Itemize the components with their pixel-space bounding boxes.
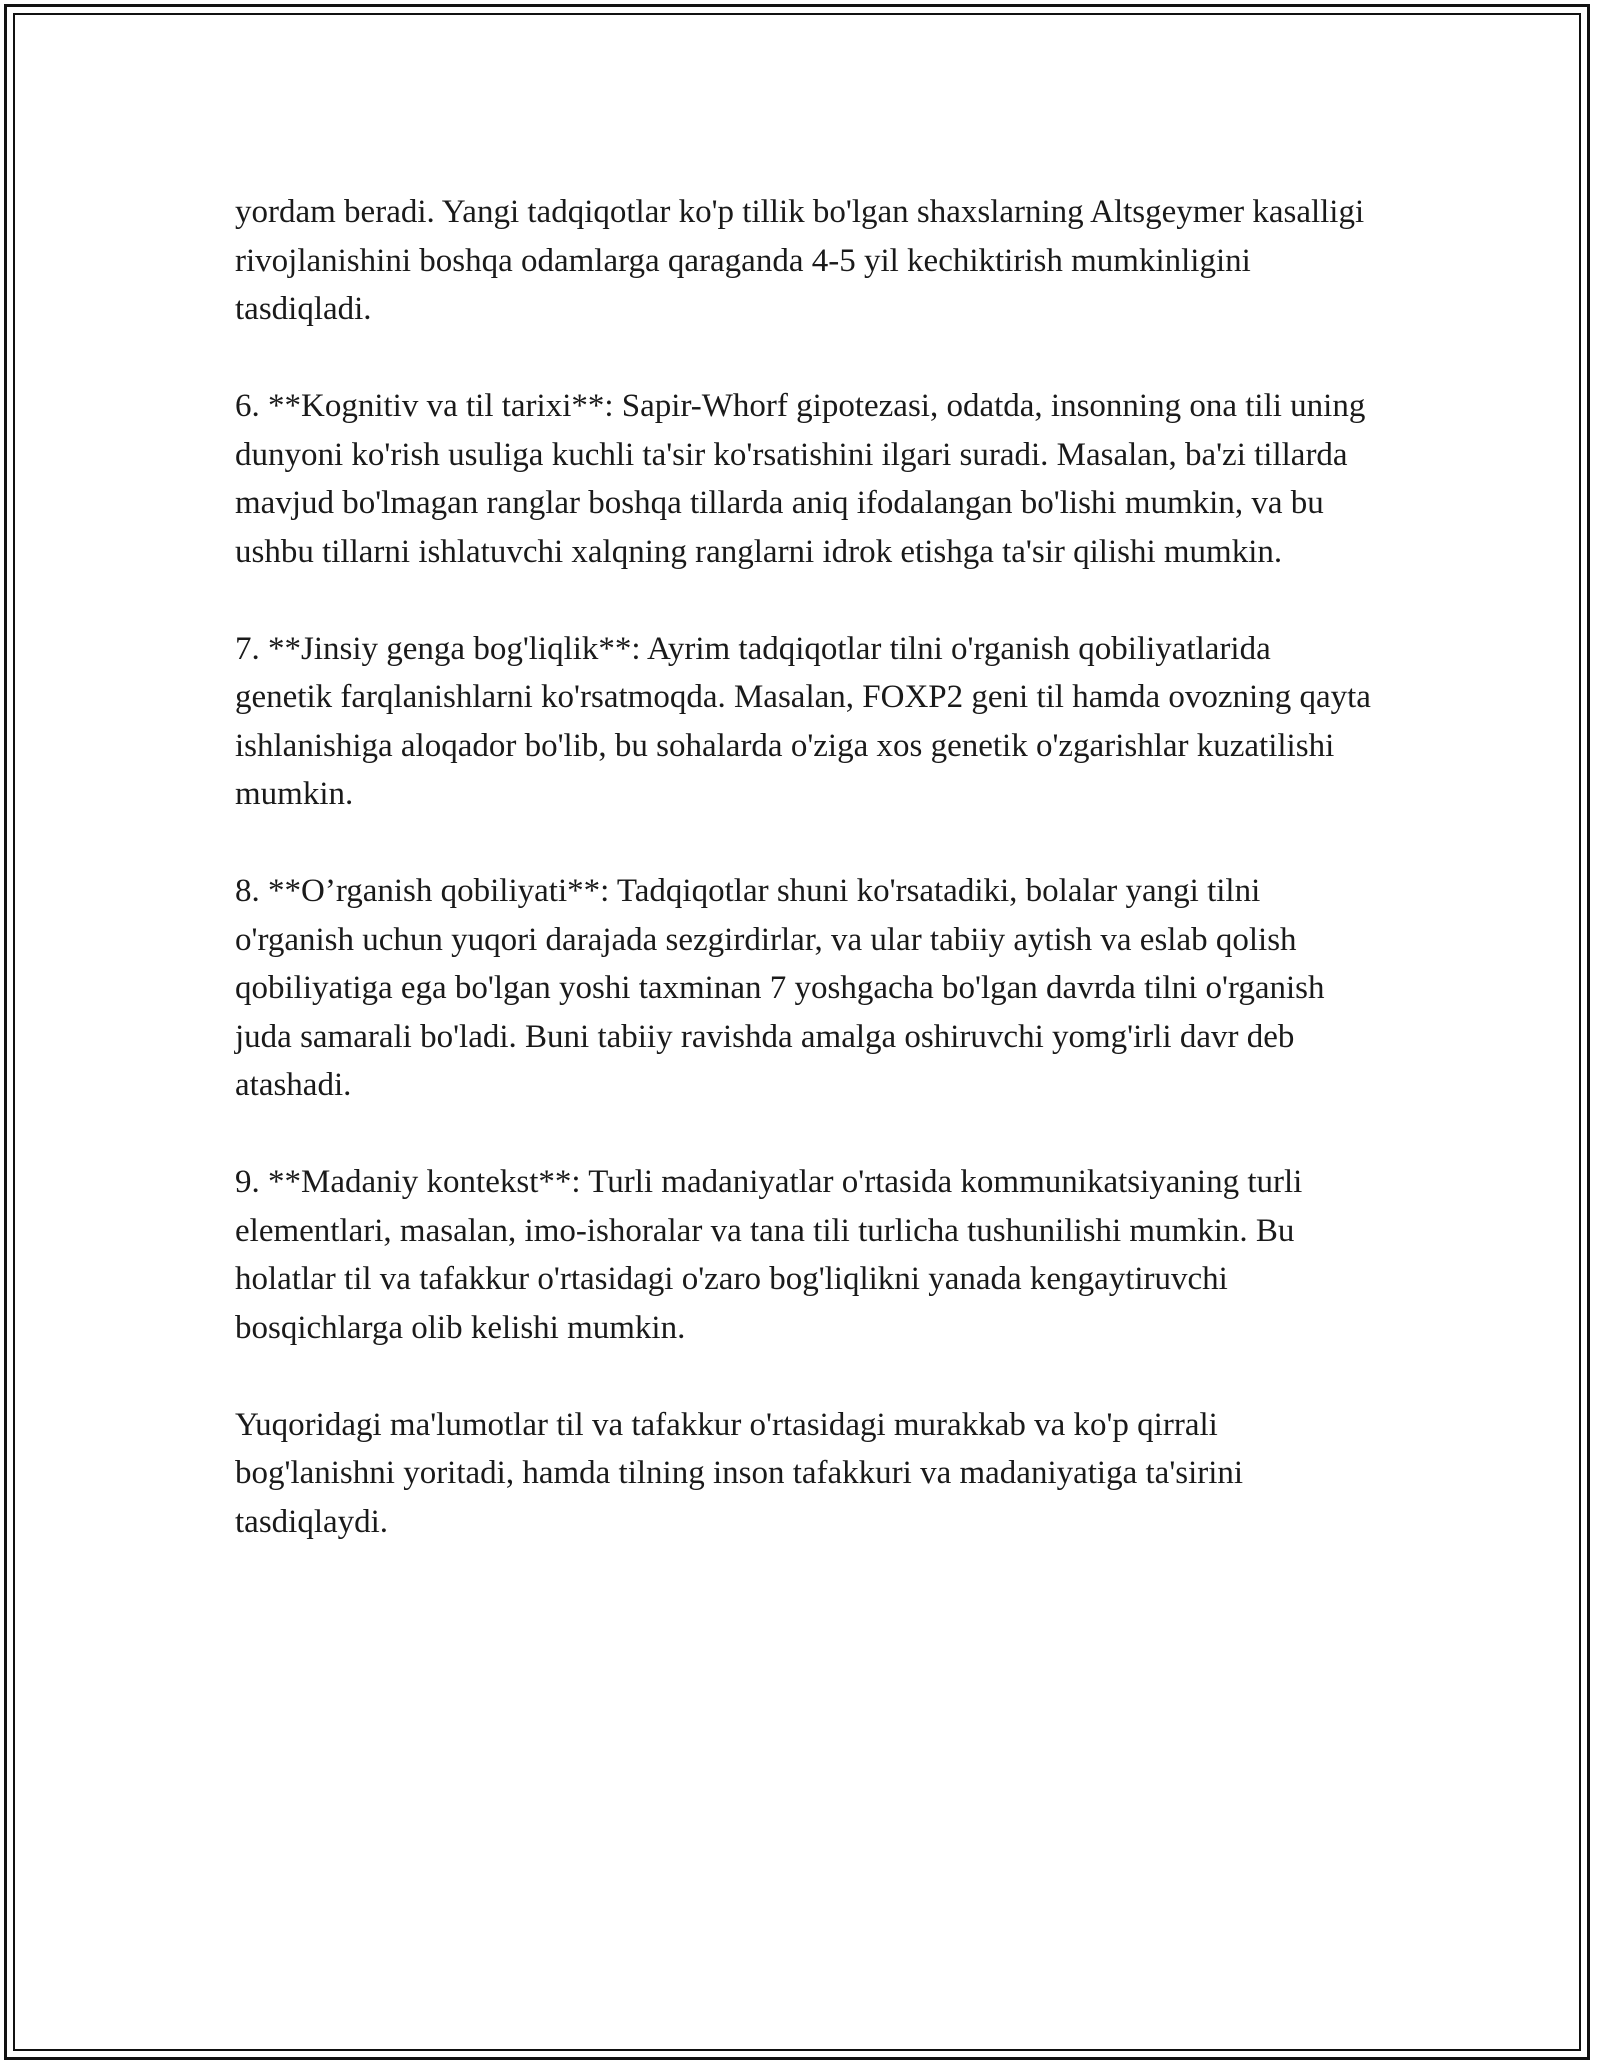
paragraph-alzheimer: yordam beradi. Yangi tadqiqotlar ko'p tillik bo'lgan shaxslarning Altsgeymer kasalligi rivojlanishini boshqa odamlarga qaraganda 4-5 yil kechiktirish mumkinligini tasdiqladi. (235, 194, 1365, 327)
paragraph-9-cultural-context: 9. **Madaniy kontekst**: Turli madaniyatlar o'rtasida kommunikatsiyaning turli elementlari, masalan, imo-ishoralar va tana tili turlicha tushunilishi mumkin. Bu holatlar til va tafakkur o'rtasidagi o'zaro bog'liqlikni yanada kengaytiruvchi bosqichlarga olib kelishi mumkin. (235, 1164, 1303, 1346)
document-body (235, 188, 1375, 1595)
paragraph-6-cognitive-language: 6. **Kognitiv va til tarixi**: Sapir-Whorf gipotezasi, odatda, insonning ona tili uning dunyoni ko'rish usuliga kuchli ta'sir ko'rsatishini ilgari suradi. Masalan, ba'zi tillarda mavjud bo'lmagan ranglar boshqa tillarda aniq ifodalangan bo'lishi mumkin, va bu ushbu tillarni ishlatuvchi xalqning ranglarni idrok etishga ta'sir qilishi mumkin. (235, 388, 1366, 570)
paragraph-7-gene-dependency: 7. **Jinsiy genga bog'liqlik**: Ayrim tadqiqotlar tilni o'rganish qobiliyatlarida genetik farqlanishlarni ko'rsatmoqda. Masalan, FOXP2 geni til hamda ovozning qayta ishlanishiga aloqador bo'lib, bu sohalarda o'ziga xos genetik o'zgarishlar kuzatilishi mumkin. (235, 630, 1371, 812)
paragraph-8-learning-ability: 8. **O’rganish qobiliyati**: Tadqiqotlar shuni ko'rsatadiki, bolalar yangi tilni o'rganish uchun yuqori darajada sezgirdirlar, va ular tabiiy aytish va eslab qolish qobiliyatiga ega bo'lgan yoshi taxminan 7 yoshgacha bo'lgan davrda tilni o'rganish juda samarali bo'ladi. Buni tabiiy ravishda amalga oshiruvchi yomg'irli davr deb atashadi. (235, 873, 1325, 1103)
paragraph-conclusion: Yuqoridagi ma'lumotlar til va tafakkur o'rtasidagi murakkab va ko'p qirrali bog'lanishni yoritadi, hamda tilning inson tafakkuri va madaniyatiga ta'sirini tasdiqlaydi. (235, 1406, 1244, 1540)
